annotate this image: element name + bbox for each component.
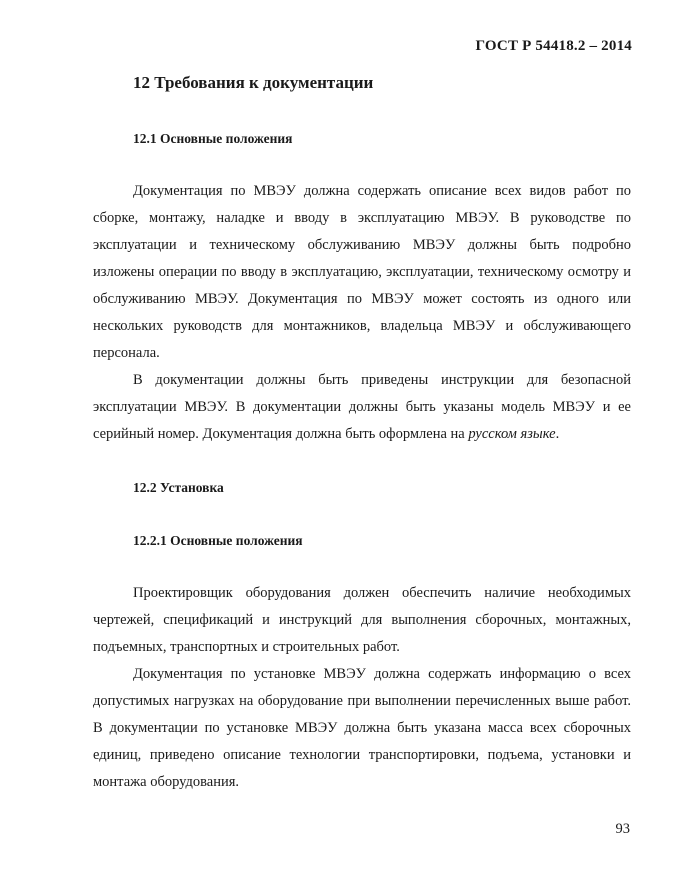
subsection-title-12-1: 12.1 Основные положения (133, 131, 293, 146)
document-code: ГОСТ Р 54418.2 – 2014 (475, 38, 632, 54)
page-number: 93 (615, 821, 630, 837)
paragraph-12-2-1-1: Проектировщик оборудования должен обеспечить наличие необходимых чертежей, спецификаций и инструкций для выполнения сборочных, монтажных, подъемных, транспортных и строительных работ. (93, 585, 631, 655)
subsubsection-title-12-2-1: 12.2.1 Основные положения (133, 533, 303, 548)
paragraph-12-1-2-text: В документации должны быть приведены инструкции для безопасной эксплуатации МВЭУ. В документации должны быть указаны модель МВЭУ и ее серийный номер. Документация должна быть оформлена на (93, 372, 631, 442)
paragraph-12-1-2 (93, 367, 631, 448)
paragraph-12-2-1-2: Документация по установке МВЭУ должна содержать информацию о всех допустимых нагрузках на оборудование при выполнении перечисленных выше работ. В документации по установке МВЭУ должна быть указана масса всех сборочных единиц, приведено описание технологии транспортировки, подъема, установки и монтажа оборудования. (93, 666, 631, 790)
paragraph-12-1-1: Документация по МВЭУ должна содержать описание всех видов работ по сборке, монтажу, наладке и вводу в эксплуатацию МВЭУ. В руководстве по эксплуатации и техническому обслуживанию МВЭУ должны быть подробно изложены операции по вводу в эксплуатацию, эксплуатации, техническому осмотру и обслуживанию МВЭУ. Документация по МВЭУ может состоять из одного или нескольких руководств для монтажников, владельца МВЭУ и обслуживающего персонала. (93, 183, 631, 361)
section-title: 12 Требования к документации (133, 73, 374, 92)
paragraph-12-1-2-italic: русском языке (468, 426, 556, 442)
subsection-title-12-2: 12.2 Установка (133, 480, 224, 495)
paragraph-12-1-2-end: . (555, 426, 560, 442)
